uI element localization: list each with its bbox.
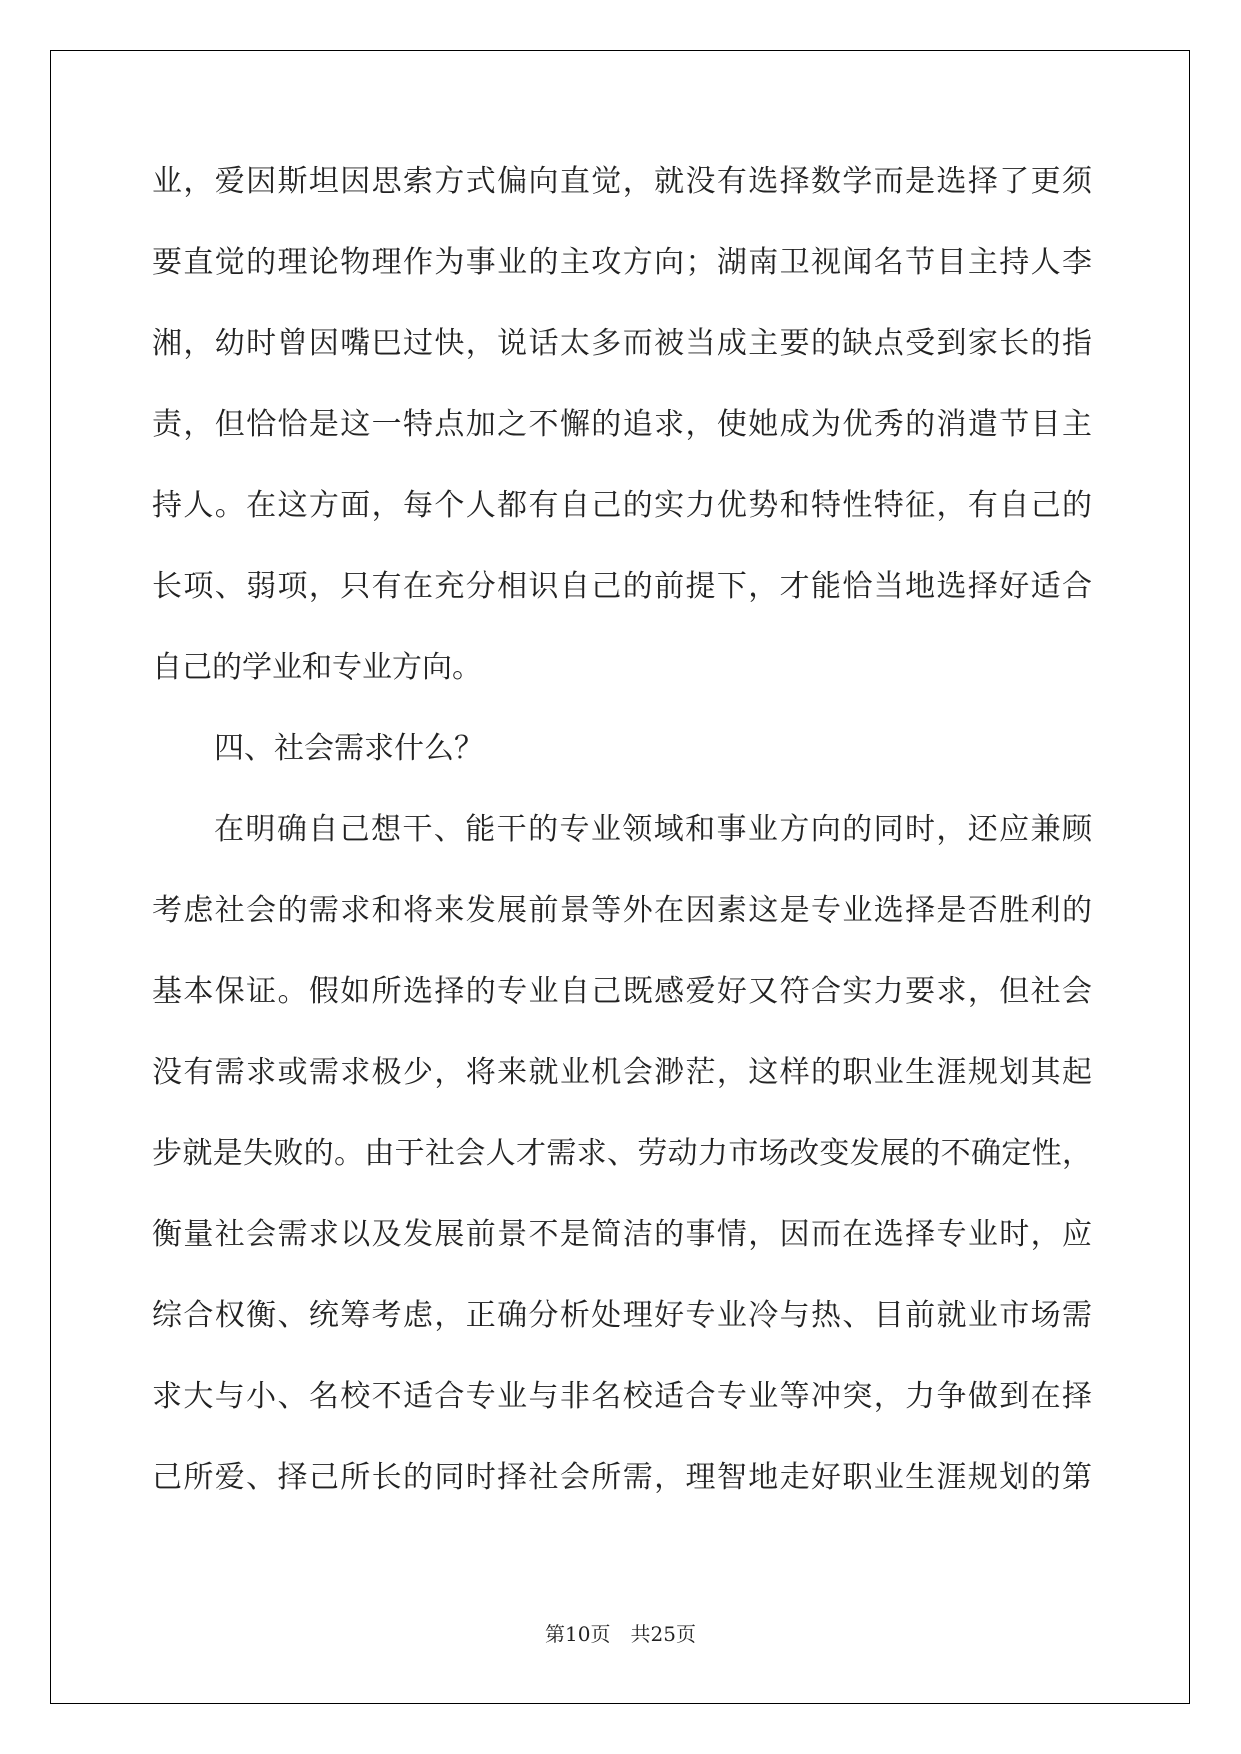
page-footer [0,1618,1241,1647]
text-line: 自己的学业和专业方向。 [152,650,482,685]
text-line: 业，爱因斯坦因思索方式偏向直觉，就没有选择数学而是选择了更须 [152,164,1092,199]
text-line: 综合权衡、统筹考虑，正确分析处理好专业冷与热、目前就业市场需 [152,1298,1092,1333]
page-total: 共25页 [630,1622,696,1646]
text-line: 要直觉的理论物理作为事业的主攻方向；湖南卫视闻名节目主持人李 [152,245,1092,280]
text-line: 衡量社会需求以及发展前景不是简洁的事情，因而在选择专业时，应 [152,1217,1092,1252]
text-line: 在明确自己想干、能干的专业领域和事业方向的同时，还应兼顾 [214,812,1092,847]
text-line: 没有需求或需求极少，将来就业机会渺茫，这样的职业生涯规划其起 [152,1055,1092,1090]
text-line: 湘，幼时曾因嘴巴过快，说话太多而被当成主要的缺点受到家长的指 [152,326,1092,361]
text-line: 求大与小、名校不适合专业与非名校适合专业等冲突，力争做到在择 [152,1379,1092,1414]
section-heading: 四、社会需求什么？ [214,731,484,766]
text-line: 长项、弱项，只有在充分相识自己的前提下，才能恰当地选择好适合 [152,569,1092,604]
text-line: 步就是失败的。由于社会人才需求、劳动力市场改变发展的不确定性， [152,1136,1092,1171]
document-body [152,162,1092,1539]
text-line: 责，但恰恰是这一特点加之不懈的追求，使她成为优秀的消遣节目主 [152,407,1092,442]
text-line: 持人。在这方面，每个人都有自己的实力优势和特性特征，有自己的 [152,488,1092,523]
page-number: 第10页 [545,1622,611,1646]
text-line: 基本保证。假如所选择的专业自己既感爱好又符合实力要求，但社会 [152,974,1092,1009]
text-line: 考虑社会的需求和将来发展前景等外在因素这是专业选择是否胜利的 [152,893,1092,928]
text-line: 己所爱、择己所长的同时择社会所需，理智地走好职业生涯规划的第 [152,1460,1092,1495]
